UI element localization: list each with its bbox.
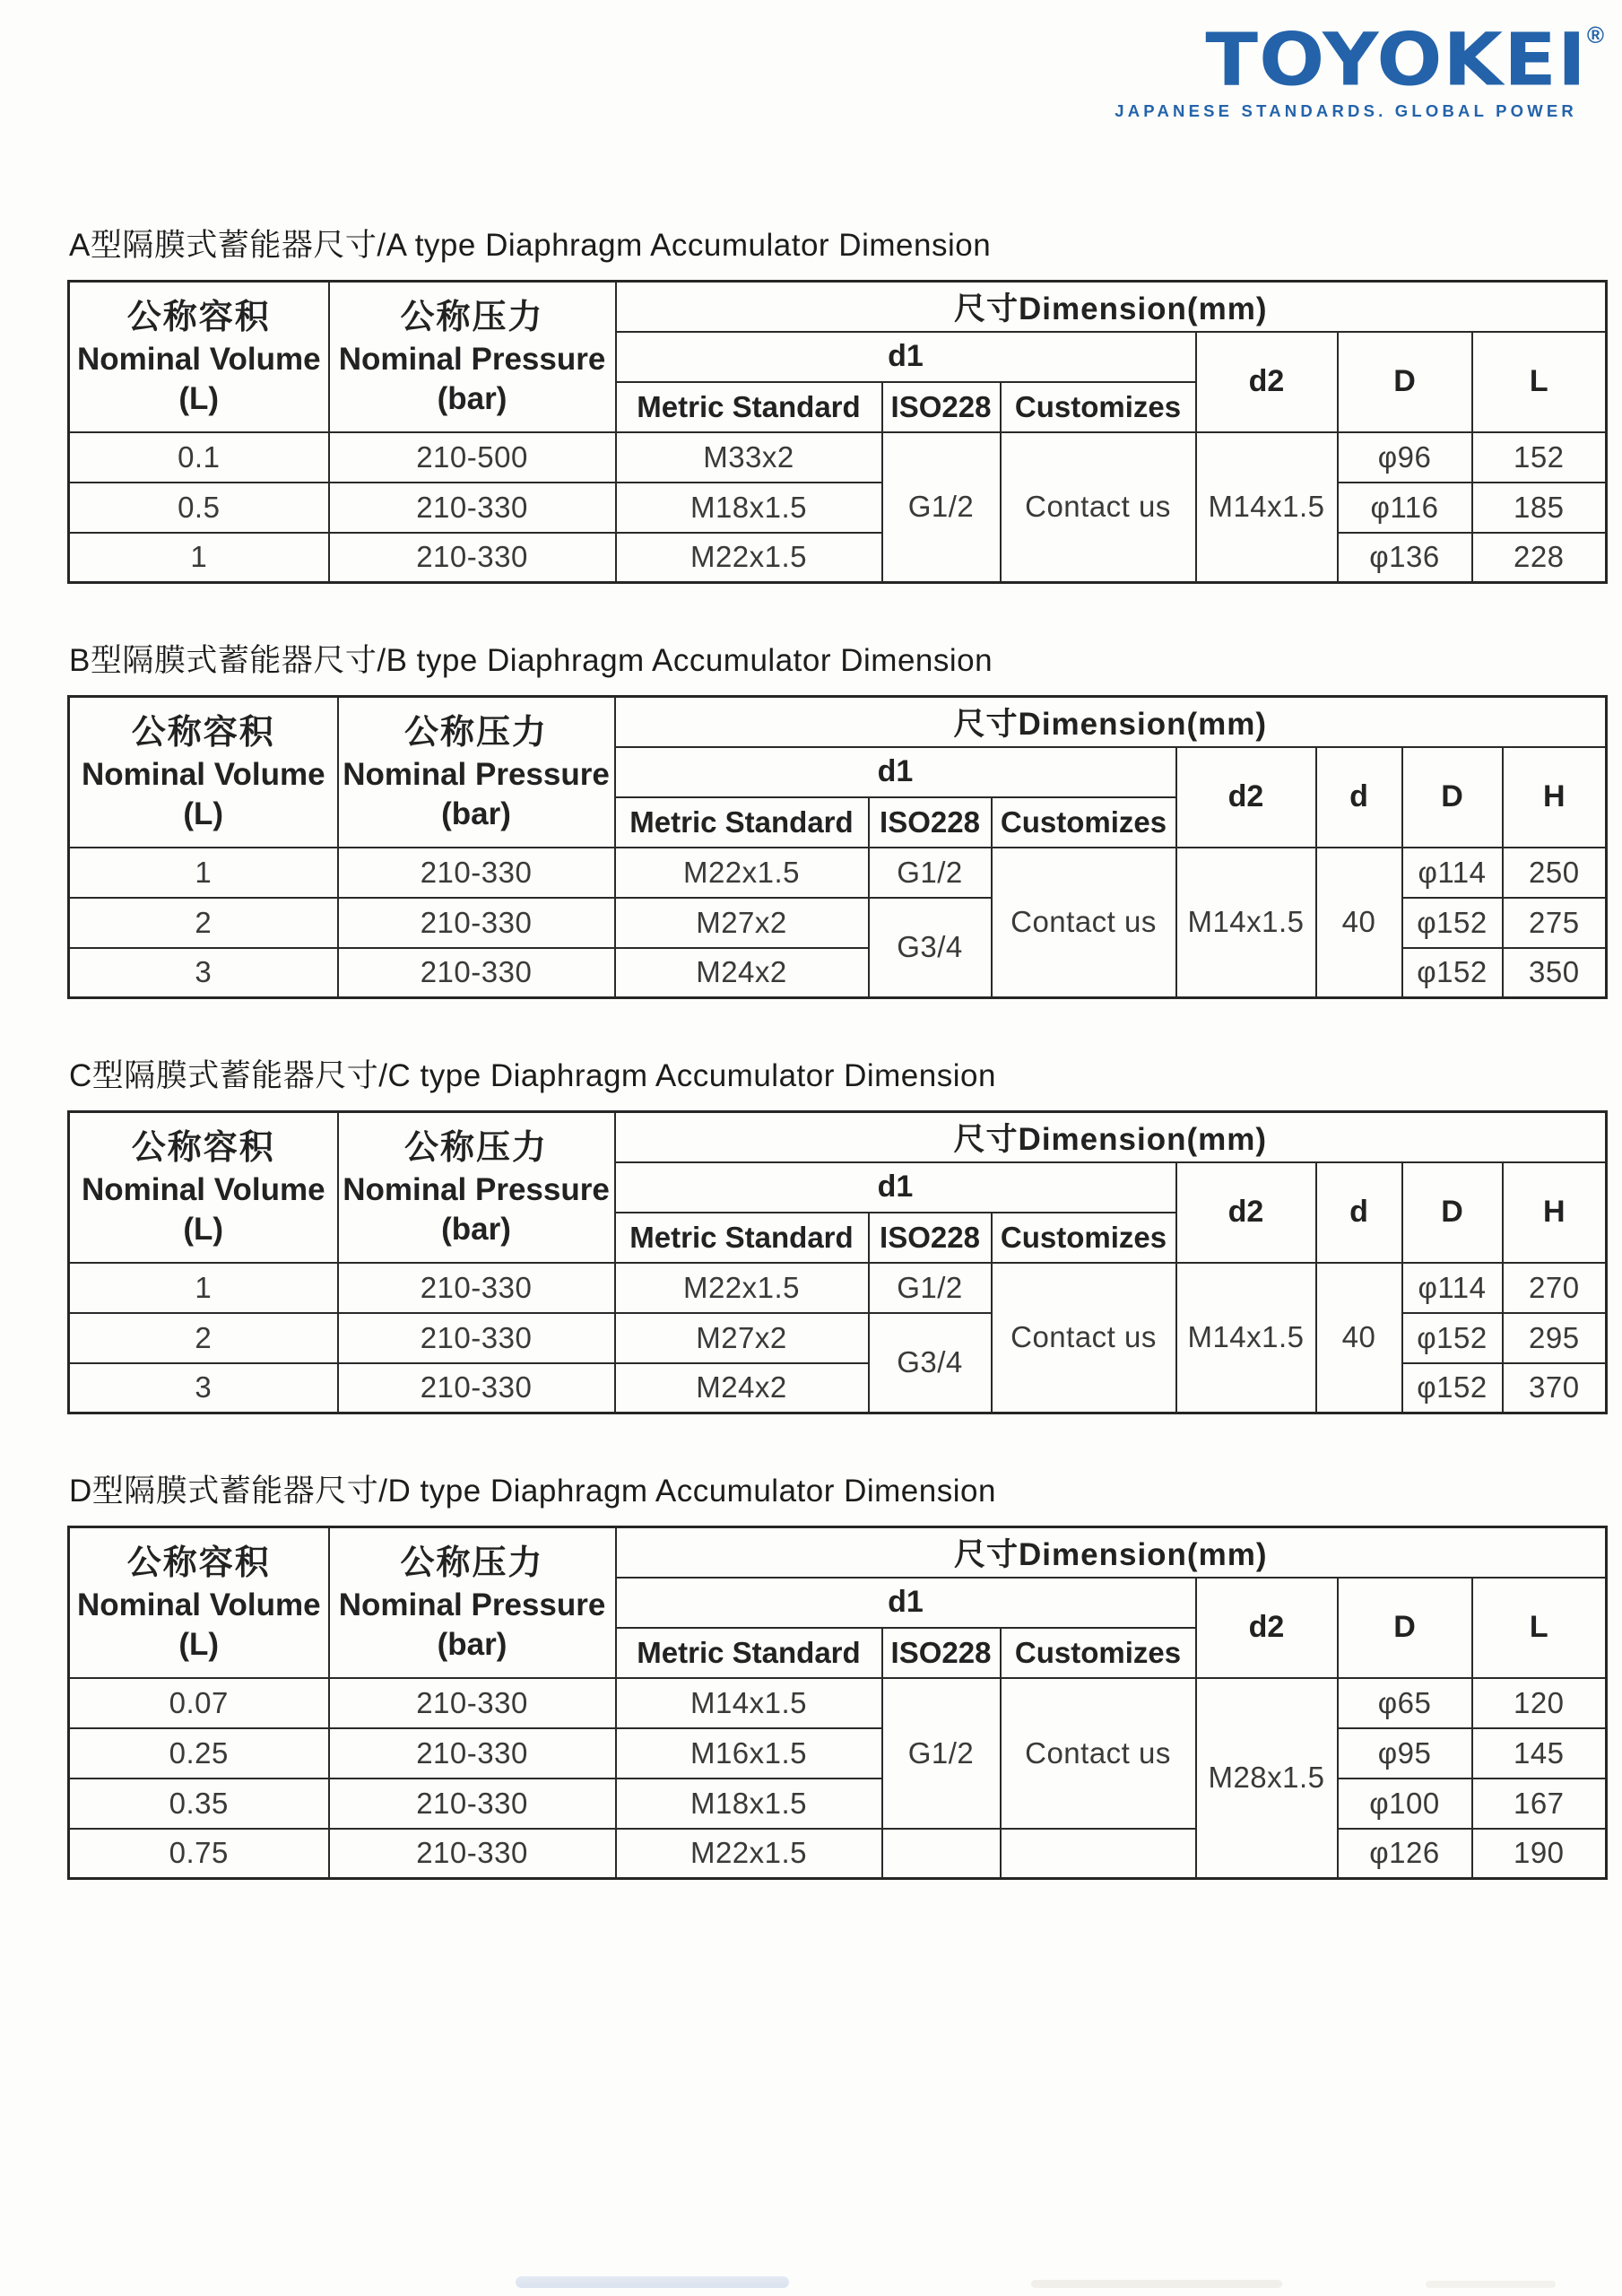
header-d: d (1316, 1162, 1402, 1263)
cell-volume: 3 (69, 948, 338, 998)
cell-L: 185 (1472, 483, 1607, 533)
cell-H: 250 (1503, 848, 1607, 898)
cell-pressure: 210-330 (338, 898, 615, 948)
header-customizes: Customizes (992, 797, 1176, 848)
header-line-unit: (bar) (441, 1211, 511, 1247)
cell-L: 120 (1472, 1678, 1607, 1728)
header-line-zh: 公称压力 (400, 1544, 544, 1582)
cell-iso: G1/2 (869, 1263, 992, 1313)
cell-metric: M22x1.5 (616, 533, 882, 583)
cell-pressure: 210-330 (338, 848, 615, 898)
cell-d2-merged: M14x1.5 (1176, 848, 1316, 998)
cell-metric: M18x1.5 (616, 1779, 882, 1829)
cell-volume: 0.35 (69, 1779, 329, 1829)
header-L: L (1472, 332, 1607, 432)
header-d: d (1316, 747, 1402, 848)
header-d2: d2 (1196, 332, 1338, 432)
cell-volume: 0.1 (69, 432, 329, 483)
cell-pressure: 210-330 (338, 948, 615, 998)
table-a (67, 280, 1608, 584)
table-a-title: A型隔膜式蓄能器尺寸/A type Diaphragm Accumulator Dimension (69, 228, 992, 263)
cell-metric: M16x1.5 (616, 1728, 882, 1779)
cell-volume: 0.25 (69, 1728, 329, 1779)
header-line-en: Nominal Pressure (338, 1587, 606, 1622)
cell-metric: M27x2 (615, 898, 869, 948)
header-D: D (1338, 1578, 1472, 1678)
cell-customizes-merged: Contact us (992, 1263, 1176, 1413)
header-metric-standard: Metric Standard (615, 797, 869, 848)
header-line-unit: (L) (183, 1211, 224, 1247)
cell-metric: M24x2 (615, 1363, 869, 1413)
cell-metric: M18x1.5 (616, 483, 882, 533)
header-line-zh: 公称容积 (131, 713, 275, 752)
cell-pressure: 210-330 (329, 1829, 616, 1879)
cell-pressure: 210-330 (329, 1678, 616, 1728)
section-d-type (67, 1472, 1605, 1880)
cell-D: φ95 (1338, 1728, 1472, 1779)
cell-H: 350 (1503, 948, 1607, 998)
header-iso228: ISO228 (882, 382, 1001, 432)
cell-H: 370 (1503, 1363, 1607, 1413)
header-line-en: Nominal Volume (76, 1587, 321, 1622)
header-nominal-pressure (338, 1112, 615, 1263)
header-line-en: Nominal Volume (76, 341, 321, 377)
header-line-zh: 公称容积 (126, 1544, 271, 1582)
cell-iso-merged: G1/2 (882, 1678, 1001, 1829)
header-nominal-volume (69, 697, 338, 848)
header-nominal-volume (69, 1527, 329, 1678)
cell-D: φ136 (1338, 533, 1472, 583)
cell-pressure: 210-330 (329, 1728, 616, 1779)
table-c (67, 1110, 1608, 1414)
cell-iso-merged: G3/4 (869, 898, 992, 998)
header-customizes: Customizes (992, 1213, 1176, 1263)
cell-D: φ114 (1402, 1263, 1503, 1313)
header-d2: d2 (1196, 1578, 1338, 1678)
header-line-zh: 公称压力 (403, 713, 548, 752)
cell-pressure: 210-500 (329, 432, 616, 483)
header-H: H (1503, 747, 1607, 848)
cell-L: 228 (1472, 533, 1607, 583)
cell-pressure: 210-330 (329, 1779, 616, 1829)
header-line-unit: (bar) (441, 796, 511, 831)
cell-volume: 3 (69, 1363, 338, 1413)
cell-D: φ65 (1338, 1678, 1472, 1728)
table-row (69, 1678, 1607, 1728)
cell-volume: 0.75 (69, 1829, 329, 1879)
header-iso228: ISO228 (882, 1628, 1001, 1678)
header-dimension: 尺寸Dimension(mm) (615, 697, 1607, 747)
cell-d2-merged: M14x1.5 (1176, 1263, 1316, 1413)
header-line-unit: (bar) (437, 1626, 507, 1662)
cell-H: 270 (1503, 1263, 1607, 1313)
header-d1: d1 (615, 1162, 1176, 1213)
table-row (69, 533, 1607, 583)
cell-L: 145 (1472, 1728, 1607, 1779)
cell-D: φ152 (1402, 1313, 1503, 1363)
brand-logo-text: TOYOKEI (1205, 18, 1587, 103)
header-line-zh: 公称容积 (131, 1128, 275, 1167)
table-row (69, 1829, 1607, 1879)
cell-D: φ152 (1402, 1363, 1503, 1413)
cell-d2-merged: M14x1.5 (1196, 432, 1338, 583)
header-line-en: Nominal Pressure (338, 341, 606, 377)
cell-pressure: 210-330 (329, 483, 616, 533)
header-line-unit: (bar) (437, 380, 507, 416)
cell-volume: 0.07 (69, 1678, 329, 1728)
cell-d-merged: 40 (1316, 1263, 1402, 1413)
empty-cell (1001, 1829, 1196, 1879)
footer-artifact (1031, 2280, 1282, 2288)
table-row (69, 483, 1607, 533)
header-iso228: ISO228 (869, 1213, 992, 1263)
cell-d-merged: 40 (1316, 848, 1402, 998)
document-body (67, 0, 1605, 1937)
header-L: L (1472, 1578, 1607, 1678)
cell-volume: 1 (69, 1263, 338, 1313)
header-d2: d2 (1176, 1162, 1316, 1263)
cell-D: φ114 (1402, 848, 1503, 898)
cell-D: φ126 (1338, 1829, 1472, 1879)
cell-iso: G1/2 (869, 848, 992, 898)
registered-trademark-icon: ® (1586, 22, 1604, 48)
cell-d2-merged: M28x1.5 (1196, 1678, 1338, 1879)
cell-volume: 0.5 (69, 483, 329, 533)
cell-pressure: 210-330 (338, 1263, 615, 1313)
header-customizes: Customizes (1001, 382, 1196, 432)
cell-metric: M22x1.5 (615, 848, 869, 898)
cell-H: 295 (1503, 1313, 1607, 1363)
cell-H: 275 (1503, 898, 1607, 948)
table-row (69, 1779, 1607, 1829)
header-dimension: 尺寸Dimension(mm) (616, 282, 1607, 332)
cell-iso-merged: G1/2 (882, 432, 1001, 583)
cell-D: φ152 (1402, 948, 1503, 998)
cell-pressure: 210-330 (338, 1313, 615, 1363)
header-line-zh: 公称压力 (403, 1128, 548, 1167)
cell-pressure: 210-330 (329, 533, 616, 583)
cell-volume: 2 (69, 1313, 338, 1363)
header-D: D (1402, 747, 1503, 848)
cell-volume: 1 (69, 848, 338, 898)
header-d1: d1 (616, 332, 1196, 382)
table-d-title: D型隔膜式蓄能器尺寸/D type Diaphragm Accumulator Dimension (69, 1474, 996, 1509)
header-d1: d1 (616, 1578, 1196, 1628)
header-H: H (1503, 1162, 1607, 1263)
empty-cell (882, 1829, 1001, 1879)
header-metric-standard: Metric Standard (615, 1213, 869, 1263)
table-c-title: C型隔膜式蓄能器尺寸/C type Diaphragm Accumulator Dimension (69, 1058, 996, 1093)
header-line-en: Nominal Pressure (343, 756, 610, 792)
table-row (69, 1728, 1607, 1779)
cell-iso-merged: G3/4 (869, 1313, 992, 1413)
cell-customizes-merged: Contact us (1001, 1678, 1196, 1829)
header-line-zh: 公称容积 (126, 298, 271, 336)
header-d2: d2 (1176, 747, 1316, 848)
header-nominal-volume (69, 1112, 338, 1263)
footer-artifact (516, 2276, 789, 2288)
cell-metric: M27x2 (615, 1313, 869, 1363)
section-a-type (67, 226, 1605, 584)
header-metric-standard: Metric Standard (616, 1628, 882, 1678)
footer-artifact (1426, 2281, 1556, 2288)
table-row (69, 432, 1607, 483)
cell-customizes-merged: Contact us (992, 848, 1176, 998)
cell-customizes-merged: Contact us (1001, 432, 1196, 583)
cell-volume: 2 (69, 898, 338, 948)
section-b-type (67, 641, 1605, 999)
cell-volume: 1 (69, 533, 329, 583)
header-customizes: Customizes (1001, 1628, 1196, 1678)
header-dimension: 尺寸Dimension(mm) (616, 1527, 1607, 1578)
table-row (69, 1263, 1607, 1313)
header-line-zh: 公称压力 (400, 298, 544, 336)
cell-D: φ96 (1338, 432, 1472, 483)
cell-metric: M14x1.5 (616, 1678, 882, 1728)
header-metric-standard: Metric Standard (616, 382, 882, 432)
table-b-title: B型隔膜式蓄能器尺寸/B type Diaphragm Accumulator Dimension (69, 643, 993, 678)
header-line-en: Nominal Pressure (343, 1171, 610, 1207)
section-c-type (67, 1057, 1605, 1414)
header-line-en: Nominal Volume (81, 1171, 325, 1207)
cell-L: 190 (1472, 1829, 1607, 1879)
cell-L: 152 (1472, 432, 1607, 483)
header-line-unit: (L) (178, 1626, 220, 1662)
header-nominal-volume (69, 282, 329, 432)
brand-tagline: JAPANESE STANDARDS. GLOBAL POWER (1115, 101, 1577, 120)
cell-metric: M22x1.5 (615, 1263, 869, 1313)
header-iso228: ISO228 (869, 797, 992, 848)
header-d1: d1 (615, 747, 1176, 797)
header-nominal-pressure (338, 697, 615, 848)
header-line-unit: (L) (178, 380, 220, 416)
cell-D: φ116 (1338, 483, 1472, 533)
header-D: D (1402, 1162, 1503, 1263)
cell-pressure: 210-330 (338, 1363, 615, 1413)
cell-D: φ100 (1338, 1779, 1472, 1829)
header-D: D (1338, 332, 1472, 432)
header-line-en: Nominal Volume (81, 756, 325, 792)
cell-metric: M33x2 (616, 432, 882, 483)
cell-metric: M22x1.5 (616, 1829, 882, 1879)
header-nominal-pressure (329, 1527, 616, 1678)
table-row (69, 848, 1607, 898)
cell-metric: M24x2 (615, 948, 869, 998)
cell-L: 167 (1472, 1779, 1607, 1829)
table-d (67, 1526, 1608, 1880)
header-line-unit: (L) (183, 796, 224, 831)
header-nominal-pressure (329, 282, 616, 432)
header-dimension: 尺寸Dimension(mm) (615, 1112, 1607, 1162)
table-b (67, 695, 1608, 999)
cell-D: φ152 (1402, 898, 1503, 948)
